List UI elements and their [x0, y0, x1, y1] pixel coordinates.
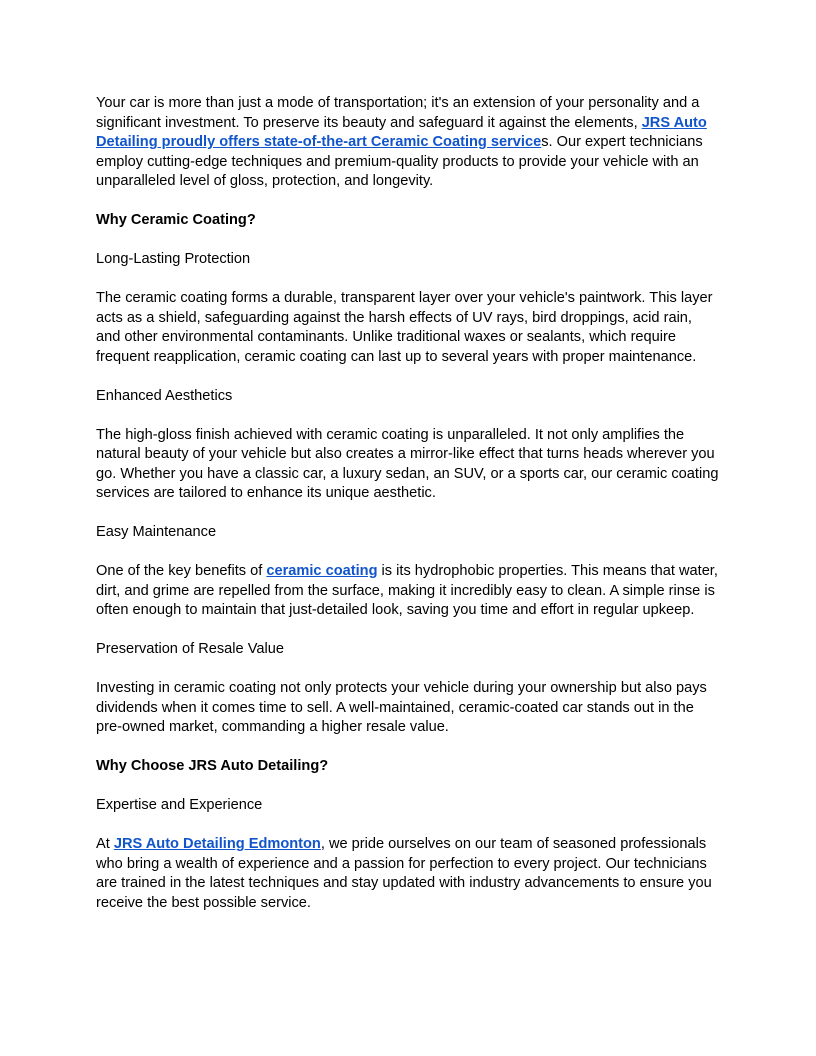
intro-text-before-link: Your car is more than just a mode of transportation; it's an extension of your personality and a significant investment. To preserve its beauty and safeguard it against the elements,	[96, 95, 700, 131]
section-heading-why-choose-jrs: Why Choose JRS Auto Detailing?	[96, 758, 329, 774]
document-page	[96, 94, 720, 933]
subheading-preservation-of-resale-value: Preservation of Resale Value	[96, 641, 284, 657]
subheading-long-lasting-protection: Long-Lasting Protection	[96, 251, 251, 267]
protection-paragraph: The ceramic coating forms a durable, transparent layer over your vehicle's paintwork. This layer acts as a shield, safeguarding against the harsh effects of UV rays, bird droppings, acid rain, and other environmental contaminants. Unlike traditional waxes or sealants, which require frequent reapplication, ceramic coating can last up to several years with proper maintenance.	[96, 290, 713, 365]
resale-paragraph: Investing in ceramic coating not only protects your vehicle during your ownership but also pays dividends when it comes time to sell. A well-maintained, ceramic-coated car stands out in the pre-owned market, commanding a higher resale value.	[96, 680, 707, 735]
subheading-easy-maintenance: Easy Maintenance	[96, 524, 217, 540]
intro-paragraph	[96, 94, 720, 192]
subheading-enhanced-aesthetics: Enhanced Aesthetics	[96, 387, 233, 404]
expertise-paragraph	[96, 835, 720, 913]
expertise-text-after-link: , we pride ourselves on our team of seasoned professionals who bring a wealth of experience and a passion for perfection to every project. Our technicians are trained in the latest techniques and stay updated with industry advancements to ensure you receive the best possible service.	[96, 836, 712, 911]
maintenance-paragraph	[96, 562, 720, 621]
maintenance-text-before-link: One of the key benefits of	[96, 563, 267, 579]
expertise-text-before-link: At	[96, 836, 114, 852]
subheading-expertise-and-experience: Expertise and Experience	[96, 797, 263, 813]
ceramic-coating-service-link[interactable]: JRS Auto Detailing proudly offers state-of-the-art Ceramic Coating service	[96, 114, 707, 150]
intro-text-after-link: s. Our expert technicians employ cutting-edge techniques and premium-quality products to provide your vehicle with an unparalleled level of gloss, protection, and longevity.	[96, 134, 703, 189]
ceramic-coating-link[interactable]: ceramic coating	[266, 563, 378, 579]
aesthetics-paragraph: The high-gloss finish achieved with ceramic coating is unparalleled. It not only amplifies the natural beauty of your vehicle but also creates a mirror-like effect that turns heads wherever you go. Whether you have a classic car, a luxury sedan, an SUV, or a sports car, our ceramic coating services are tailored to enhance its unique aesthetic.	[96, 426, 719, 501]
section-heading-why-ceramic-coating: Why Ceramic Coating?	[96, 212, 256, 228]
maintenance-text-after-link: is its hydrophobic properties. This means that water, dirt, and grime are repelled from the surface, making it incredibly easy to clean. A simple rinse is often enough to maintain that just-detailed look, saving you time and effort in regular upkeep.	[96, 563, 718, 618]
jrs-auto-detailing-edmonton-link[interactable]: JRS Auto Detailing Edmonton	[113, 836, 321, 852]
